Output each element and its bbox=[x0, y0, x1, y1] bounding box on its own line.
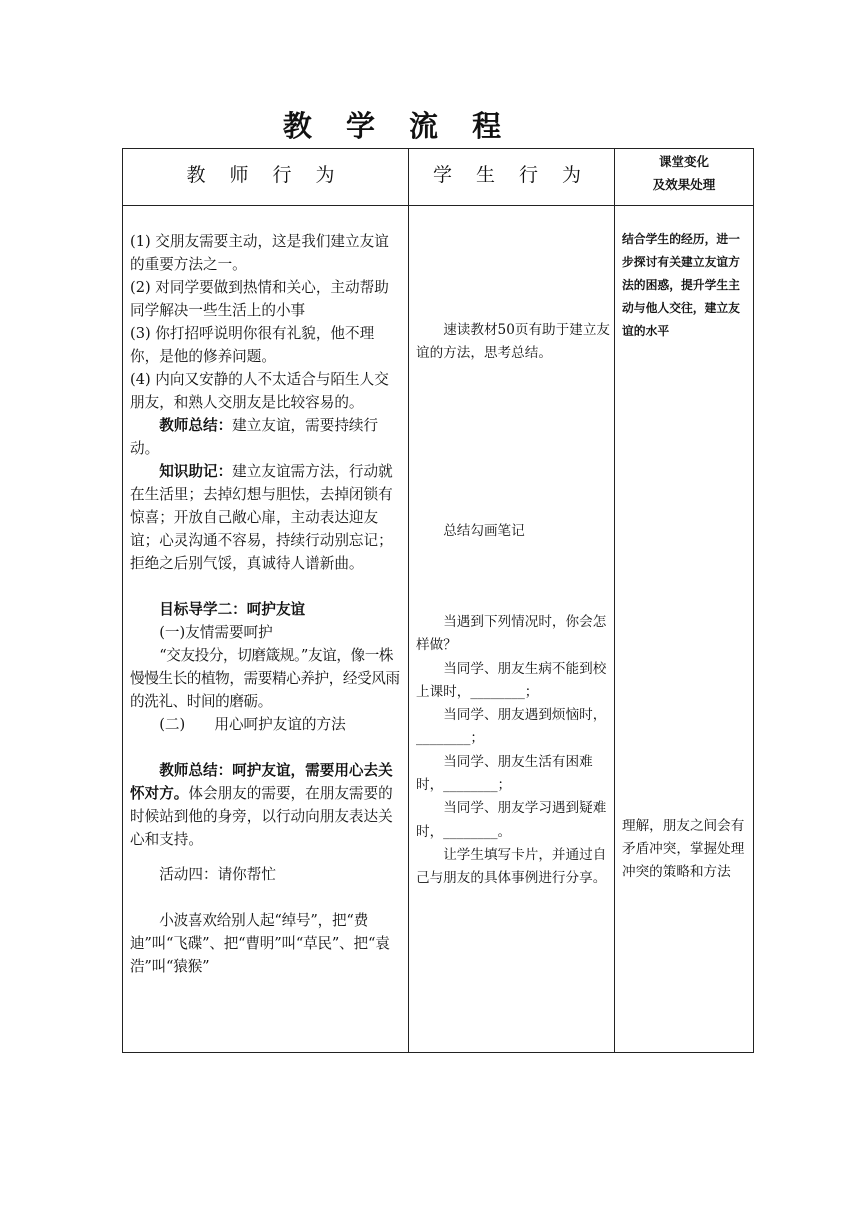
spacer bbox=[130, 886, 402, 909]
table-border-top bbox=[122, 148, 754, 149]
student-scenarios bbox=[416, 611, 610, 891]
knowledge-memo-label: 知识助记： bbox=[159, 463, 233, 480]
teacher-item-3: (3) 你打招呼说明你很有礼貌，他不理你，是他的修养问题。 bbox=[130, 325, 375, 365]
page-title: 教 学 流 程 bbox=[282, 109, 514, 143]
goal-2-heading: 目标导学二：呵护友谊 bbox=[159, 601, 306, 618]
header-student: 学 生 行 为 bbox=[432, 164, 591, 186]
column-divider-2 bbox=[614, 148, 615, 1053]
table-border-left bbox=[122, 148, 123, 1053]
knowledge-memo bbox=[130, 460, 402, 575]
teacher-item-1: (1) 交朋友需要主动，这是我们建立友谊的重要方法之一。 bbox=[130, 233, 389, 273]
teacher-summary-1-label: 教师总结： bbox=[159, 417, 233, 434]
table-border-right bbox=[753, 148, 754, 1053]
teacher-item-4: (4) 内向又安静的人不太适合与陌生人交朋友，和熟人交朋友是比较容易的。 bbox=[130, 371, 389, 411]
header-effect-line2: 及效果处理 bbox=[652, 177, 716, 192]
teacher-summary-2-label: 教师总结：呵护友谊，需要用心去关怀对方。 bbox=[130, 762, 393, 802]
scenario-study: 当同学、朋友学习遇到疑难时，________。 bbox=[416, 800, 607, 840]
subsection-2: (二) 用心呵护友谊的方法 bbox=[159, 716, 346, 733]
header-teacher: 教 师 行 为 bbox=[186, 164, 344, 186]
spacer bbox=[130, 851, 402, 863]
scenario-worry: 当同学、朋友遇到烦恼时，________； bbox=[416, 707, 607, 747]
teaching-flow-table bbox=[122, 148, 754, 1053]
scenario-sick: 当同学、朋友生病不能到校上课时，________； bbox=[416, 660, 607, 700]
student-step-2-text: 总结勾画笔记 bbox=[443, 523, 525, 539]
effect-note-1: 结合学生的经历，进一步探讨有关建立友谊方法的困惑，提升学生主动与他人交往，建立友谊的水平 bbox=[622, 232, 740, 338]
friendship-quote: “交友投分，切磨箴规。”友谊，像一株慢慢生长的植物，需要精心养护，经受风雨的洗礼、时间的磨砺。 bbox=[130, 647, 400, 710]
teacher-summary-1 bbox=[130, 414, 402, 460]
spacer bbox=[130, 736, 402, 759]
column-divider-1 bbox=[408, 148, 409, 1053]
student-step-1 bbox=[416, 319, 610, 366]
subsection-1: (一)友情需要呵护 bbox=[159, 624, 273, 641]
nickname-story: 小波喜欢给别人起“绰号”，把“费迪”叫“飞碟”、把“曹明”叫“草民”、把“袁浩”叫“猿猴” bbox=[130, 912, 390, 975]
activity-4-heading: 活动四：请你帮忙 bbox=[159, 866, 276, 883]
teacher-column bbox=[130, 230, 402, 978]
scenario-prompt: 当遇到下列情况时，你会怎样做？ bbox=[416, 614, 607, 654]
teacher-summary-1-text: 建立友谊，需要持续行动。 bbox=[130, 417, 379, 457]
teacher-summary-2-text: 体会朋友的需要，在朋友需要的时候站到他的身旁，以行动向朋友表达关心和支持。 bbox=[130, 785, 393, 848]
student-step-1-text: 速读教材50页有助于建立友谊的方法，思考总结。 bbox=[416, 322, 611, 362]
spacer bbox=[130, 575, 402, 598]
knowledge-memo-text: 建立友谊需方法，行动就在生活里；去掉幻想与胆怯，去掉闭锁有惊喜；开放自己敞心扉，主动表达迎友谊；心灵沟通不容易，持续行动别忘记；拒绝之后别气馁，真诚待人谱新曲。 bbox=[130, 463, 393, 572]
student-step-2 bbox=[416, 520, 610, 543]
effect-note-2: 理解，朋友之间会有矛盾冲突，掌握处理冲突的策略和方法 bbox=[622, 818, 745, 880]
header-effect-line1: 课堂变化 bbox=[658, 154, 709, 169]
teacher-summary-2 bbox=[130, 759, 402, 851]
scenario-share: 让学生填写卡片，并通过自己与朋友的具体事例进行分享。 bbox=[416, 846, 607, 887]
header-divider bbox=[122, 205, 754, 206]
teacher-item-2: (2) 对同学要做到热情和关心，主动帮助同学解决一些生活上的小事 bbox=[130, 279, 389, 319]
scenario-hardship: 当同学、朋友生活有困难时，________； bbox=[416, 753, 593, 794]
table-border-bottom bbox=[122, 1052, 754, 1053]
header-effect bbox=[615, 150, 753, 196]
